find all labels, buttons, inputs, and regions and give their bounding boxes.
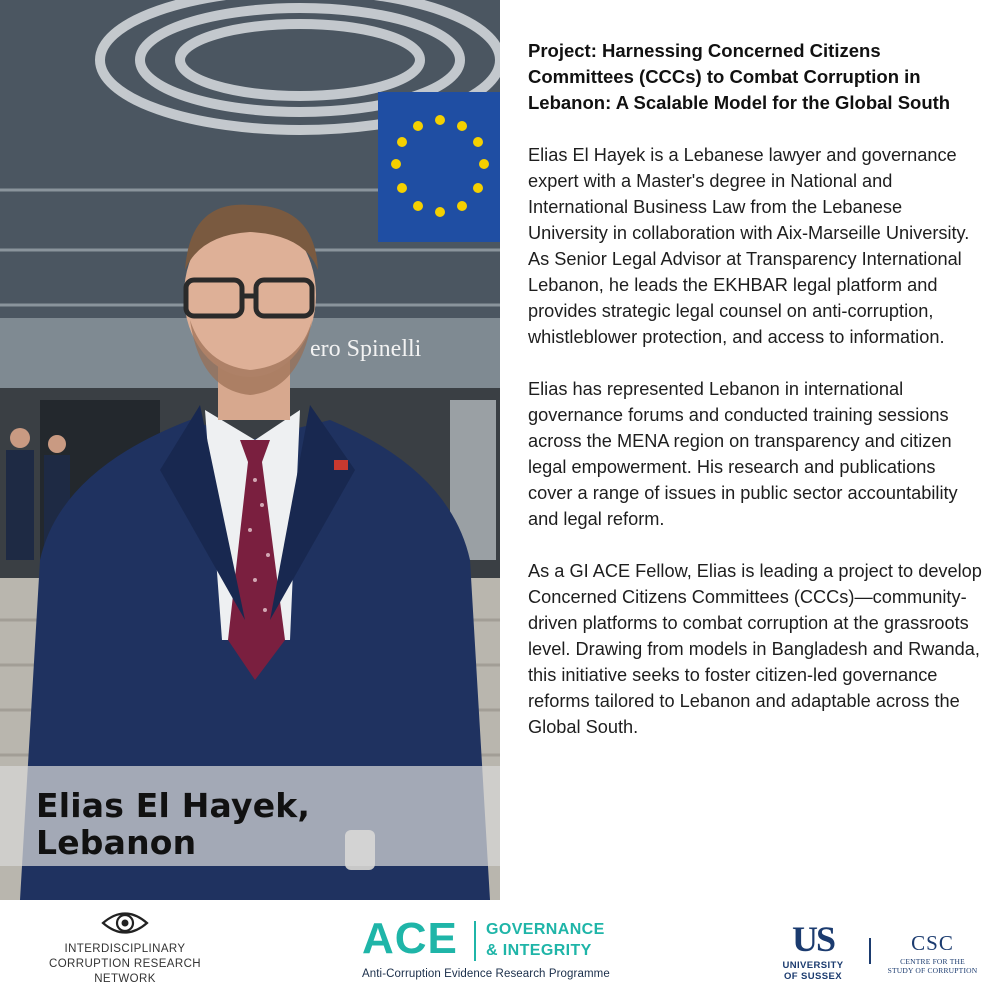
ace-line-1: GOVERNANCE	[486, 921, 605, 938]
eye-icon	[101, 908, 149, 938]
sussex-line-1: UNIVERSITY	[782, 960, 844, 971]
photo-illustration	[0, 0, 500, 900]
person-name: Elias El Hayek,	[36, 786, 311, 825]
bio-column	[528, 38, 983, 740]
icrn-line-2: CORRUPTION RESEARCH	[48, 958, 201, 970]
bio-paragraph-2: Elias has represented Lebanon in international governance forums and conducted training sessions across the MENA region on transparency and citizen legal empowerment. His research and publications cover a range of issues in public sector accountability and legal reform.	[528, 379, 958, 529]
ace-programme-name	[486, 919, 605, 961]
ace-subtitle: Anti-Corruption Evidence Research Programme	[362, 968, 610, 980]
csc-line-2: STUDY OF CORRUPTION	[887, 966, 978, 975]
ace-logo	[362, 914, 622, 987]
csc-line-1: CENTRE FOR THE	[900, 957, 965, 966]
icrn-line-1: INTERDISCIPLINARY	[64, 943, 186, 955]
icrn-logo	[40, 908, 210, 987]
person-country: Lebanon	[36, 823, 197, 862]
logo-divider	[869, 938, 871, 964]
sussex-logo	[775, 919, 851, 982]
project-title: Project: Harnessing Concerned Citizens Committees (CCCs) to Combat Corruption in Lebanon: A Scalable Model for the Global South	[528, 40, 951, 113]
building-sign: ero Spinelli	[310, 336, 422, 362]
csc-logo	[885, 932, 980, 975]
ace-divider	[474, 921, 476, 961]
bio-paragraph-3: As a GI ACE Fellow, Elias is leading a project to develop Concerned Citizens Committees (CCCs)—community-driven platforms to combat corruption at the grassroots level. Drawing from models in Bangladesh and Rwanda, this initiative seeks to foster citizen-led governance reforms tailored to Lebanon and adaptable across the Global South.	[528, 561, 982, 737]
ace-line-2: & INTEGRITY	[486, 942, 592, 959]
sussex-line-2: OF SUSSEX	[784, 971, 842, 982]
partner-logos-footer	[0, 900, 1000, 1000]
sussex-mark: US	[791, 919, 835, 959]
portrait-photo	[0, 0, 500, 900]
eu-flag	[378, 92, 500, 242]
person-caption	[36, 787, 310, 861]
csc-mark: CSC	[911, 931, 954, 955]
icrn-line-3: NETWORK	[94, 973, 156, 985]
ace-acronym: ACE	[362, 914, 458, 963]
bio-paragraph-1: Elias El Hayek is a Lebanese lawyer and governance expert with a Master's degree in National and International Business Law from the Lebanese University in collaboration with Aix-Marseille University. As Senior Legal Advisor at Transparency International Lebanon, he leads the EKHBAR legal platform and provides strategic legal counsel on anti-corruption, whistleblower protection, and access to information.	[528, 145, 970, 347]
